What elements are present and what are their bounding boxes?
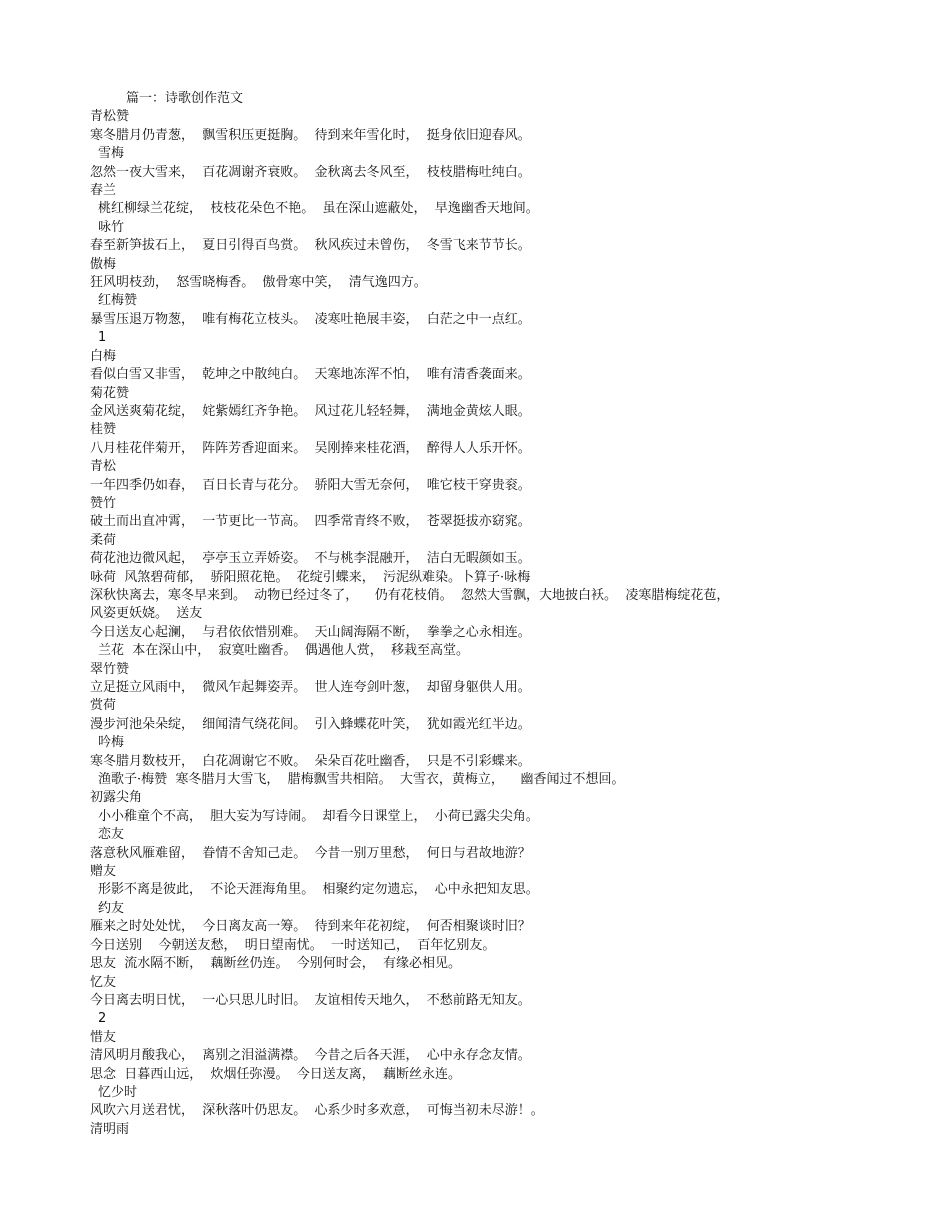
text-line: 看似白雪又非雪， 乾坤之中散纯白。 天寒地冻浑不怕， 唯有清香袭面来。 (90, 367, 531, 383)
text-line: 春至新笋拔石上， 夏日引得百鸟赏。 秋风疾过未曾伤， 冬雪飞来节节长。 (90, 238, 531, 254)
text-line: 恋友 (98, 827, 125, 843)
text-line: 风姿更妖娆。 送友 (90, 606, 203, 622)
text-line: 雪梅 (98, 146, 125, 162)
text-line: 初露尖角 (90, 790, 143, 806)
text-line: 金风送爽菊花绽， 姹紫嫣红齐争艳。 风过花儿轻轻舞， 满地金黄炫人眼。 (90, 403, 531, 419)
text-line: 寒冬腊月数枝开， 白花凋谢它不败。 朵朵百花吐幽香， 只是不引彩蝶来。 (90, 753, 531, 769)
text-line: 深秋快离去，寒冬早来到。 动物已经过冬了， 仍有花枝俏。 忽然大雪飘，大地披白袄。 凌寒腊梅绽花苞， (90, 587, 730, 603)
document-heading: 篇一：诗歌创作范文 (126, 91, 244, 106)
text-line: 破土而出直冲霄， 一节更比一节高。 四季常青终不败， 苍翠挺拔亦窈窕。 (90, 514, 531, 530)
text-line: 形影不离是彼此， 不论天涯海角里。 相聚约定勿遗忘， 心中永把知友思。 (98, 882, 539, 898)
text-line: 雁来之时处处忧， 今日离友高一筹。 待到来年花初绽， 何否相聚谈时旧？ (90, 919, 531, 935)
text-line: 白梅 (90, 348, 117, 364)
text-line: 忆少时 (98, 1084, 138, 1100)
text-line: 今日送友心起澜， 与君依依惜别难。 天山阔海隔不断， 拳拳之心永相连。 (90, 624, 531, 640)
text-line: 立足挺立风雨中， 微风乍起舞姿弄。 世人连夸剑叶葱， 却留身躯供人用。 (90, 680, 531, 695)
text-line: 傲梅 (90, 256, 117, 272)
text-line: 桃红柳绿兰花绽， 枝枝花朵色不艳。 虽在深山遮蔽处， 早逸幽香天地间。 (98, 201, 539, 217)
text-line: 咏荷 风煞碧荷郁， 骄阳照花艳。 花绽引蝶来， 污泥纵难染。卜算子·咏梅 (90, 569, 531, 585)
text-line: 咏竹 (98, 219, 125, 235)
text-line: 思友 流水隔不断， 藕断丝仍连。 今别何时会， 有缘必相见。 (90, 956, 462, 972)
text-line: 狂风明枝劲， 怒雪晓梅香。 傲骨寒中笑， 清气逸四方。 (90, 275, 427, 291)
text-line: 春兰 (90, 183, 117, 199)
text-line: 落意秋风雁难留， 眷情不舍知己走。 今昔一别万里愁， 何日与君故地游？ (90, 845, 531, 861)
text-line: 荷花池边微风起， 亭亭玉立弄娇姿。 不与桃李混融开， 洁白无暇颜如玉。 (90, 551, 531, 567)
text-line: 忆友 (90, 974, 117, 990)
text-line: 八月桂花伴菊开， 阵阵芳香迎面来。 吴刚捧来桂花酒， 醉得人人乐开怀。 (90, 440, 531, 456)
text-line: 赞竹 (90, 495, 117, 511)
page-number: 1 (98, 330, 107, 346)
text-line: 风吹六月送君忧， 深秋落叶仍思友。 心系少时多欢意， 可悔当初未尽游！。 (90, 1103, 544, 1119)
text-line: 今日离去明日忧， 一心只思儿时旧。 友谊相传天地久， 不愁前路无知友。 (90, 992, 531, 1008)
text-line: 赏荷 (90, 698, 117, 714)
text-line: 柔荷 (90, 532, 117, 548)
text-line: 兰花 本在深山中， 寂寞吐幽香。 偶遇他人赏， 移栽至高堂。 (98, 643, 470, 659)
text-line: 吟梅 (98, 735, 125, 751)
text-line: 暴雪压退万物葱， 唯有梅花立枝头。 凌寒吐艳展丰姿， 白茫之中一点红。 (90, 311, 531, 327)
text-line: 渔歌子·梅赞 寒冬腊月大雪飞， 腊梅飘雪共相陪。 大雪衣，黄梅立， 幽香闻过不想回。 (98, 772, 625, 788)
text-line: 翠竹赞 (90, 661, 130, 677)
text-line: 菊花赞 (90, 385, 130, 401)
text-line: 清明雨 (90, 1121, 130, 1137)
text-line: 漫步河池朵朵绽， 细闻清气绕花间。 引入蜂蝶花叶笑， 犹如霞光红半边。 (90, 716, 531, 732)
document-body (90, 90, 890, 1139)
page-number: 2 (98, 1011, 107, 1027)
text-line: 惜友 (90, 1029, 117, 1045)
text-line: 小小稚童个不高， 胆大妄为写诗闹。 却看今日课堂上， 小荷已露尖尖角。 (98, 808, 539, 824)
text-line: 青松赞 (90, 109, 130, 125)
text-line: 思念 日暮西山远， 炊烟任弥漫。 今日送友离， 藕断丝永连。 (90, 1066, 462, 1082)
text-line: 寒冬腊月仍青葱， 飘雪积压更挺胸。 待到来年雪化时， 挺身依旧迎春风。 (90, 127, 531, 143)
poem-lines (90, 108, 890, 1139)
text-line: 忽然一夜大雪来， 百花凋谢齐衰败。 金秋离去冬风至， 枝枝腊梅吐纯白。 (90, 164, 531, 180)
text-line: 红梅赞 (98, 293, 138, 309)
text-line: 青松 (90, 459, 117, 475)
text-line: 桂赞 (90, 422, 117, 438)
text-line: 今日送别 今朝送友愁， 明日望南忧。 一时送知己， 百年忆别友。 (90, 937, 496, 953)
text-line: 赠友 (90, 864, 117, 880)
text-line: 约友 (98, 900, 125, 916)
text-line: 清风明月酸我心， 离别之泪溢满襟。 今昔之后各天涯， 心中永存念友情。 (90, 1048, 531, 1064)
text-line: 一年四季仍如春， 百日长青与花分。 骄阳大雪无奈何， 唯它枝干穿贵衮。 (90, 477, 531, 493)
